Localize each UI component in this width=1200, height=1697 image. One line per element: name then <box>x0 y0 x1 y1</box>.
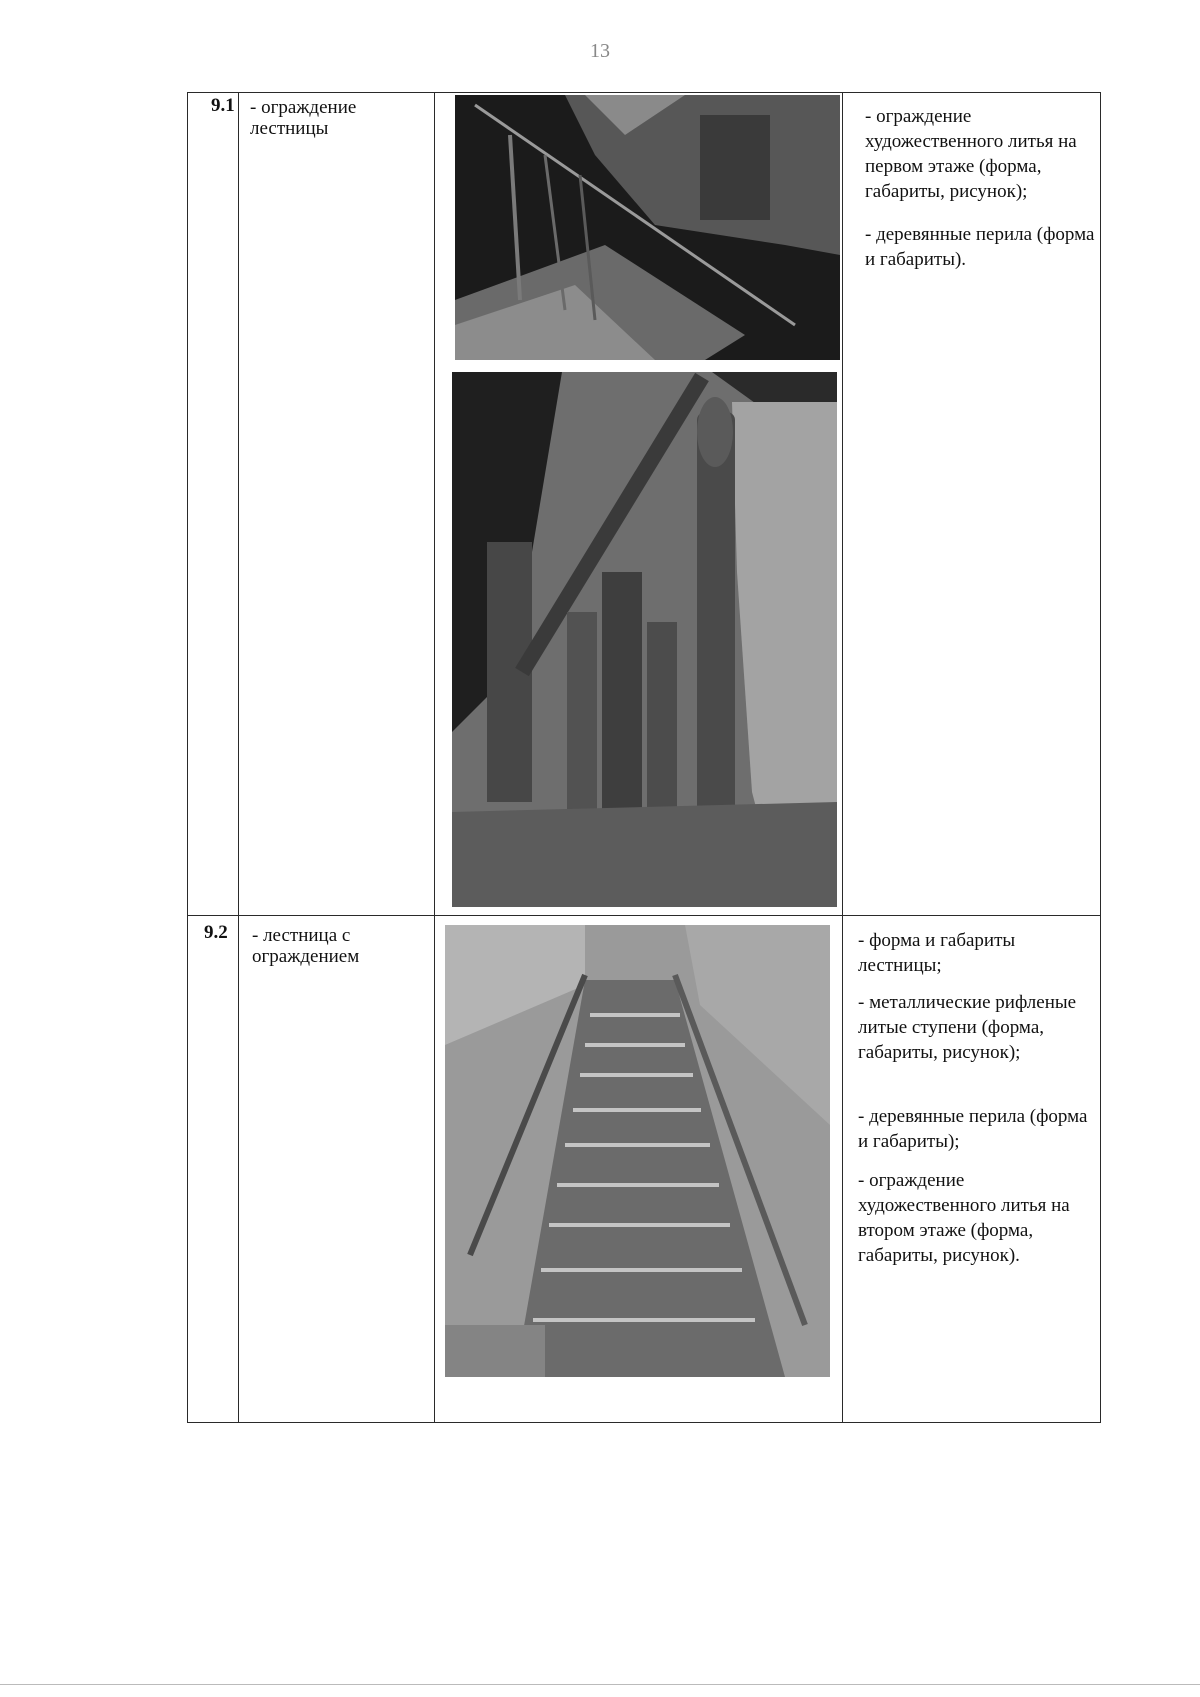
row-number: 9.1 <box>211 95 235 116</box>
railing-photo-top <box>455 95 840 360</box>
railing-photo-bottom <box>452 372 837 907</box>
staircase-photo <box>445 925 830 1377</box>
col-border-3 <box>842 92 843 1422</box>
col-border-left <box>187 92 188 1422</box>
row-number: 9.2 <box>204 922 228 943</box>
page-number: 13 <box>590 40 610 62</box>
row-feature: - металлические рифленые литые ступени (форма, габариты, рисунок); <box>858 992 1077 1063</box>
col-border-2 <box>434 92 435 1422</box>
row-feature: - ограждение художественного литья на первом этаже (форма, габариты, рисунок); <box>865 106 1077 202</box>
col-border-1 <box>238 92 239 1422</box>
row-feature: - форма и габариты лестницы; <box>858 930 1016 976</box>
row-divider <box>187 915 1101 916</box>
table-top-border <box>187 92 1101 93</box>
row-element: - ограждение лестницы <box>250 97 357 139</box>
row-feature: - деревянные перила (форма и габариты). <box>865 224 1095 270</box>
col-border-right <box>1100 92 1101 1422</box>
table-bottom-border <box>187 1422 1101 1423</box>
row-feature: - деревянные перила (форма и габариты); <box>858 1106 1088 1152</box>
bottom-rule <box>0 1684 1200 1685</box>
row-feature: - ограждение художественного литья на втором этаже (форма, габариты, рисунок). <box>858 1170 1070 1266</box>
row-element: - лестница с ограждением <box>252 925 360 967</box>
